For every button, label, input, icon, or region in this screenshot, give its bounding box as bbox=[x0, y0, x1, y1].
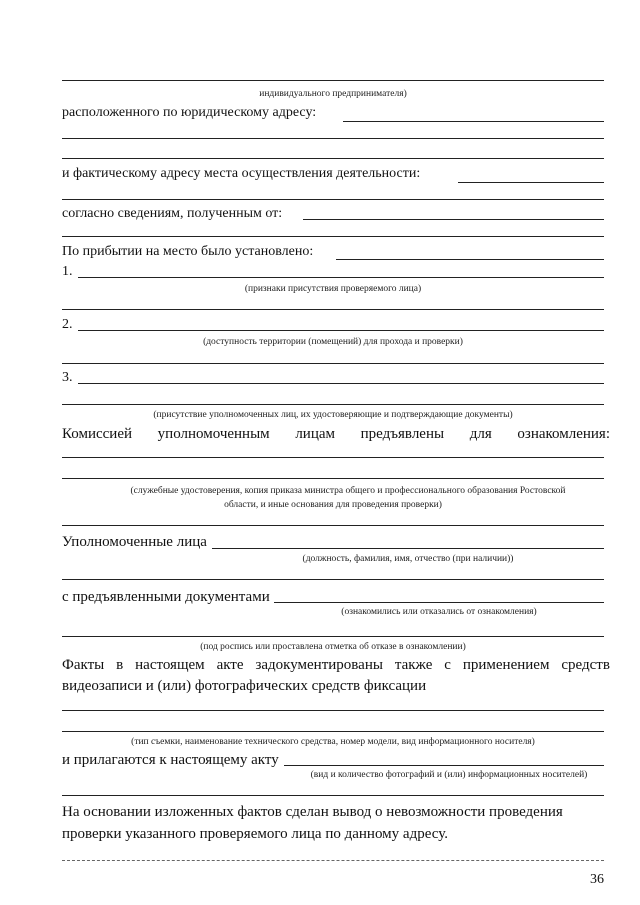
caption-item-2: (доступность территории (помещений) для прохода и проверки) bbox=[203, 337, 463, 347]
conclusion-line-1: На основании изложенных фактов сделан вывод о невозможности проведения bbox=[62, 804, 563, 820]
commission-word: предъявлены bbox=[360, 426, 445, 442]
info-source-label: согласно сведениям, полученным от: bbox=[62, 206, 283, 221]
attached-field-line2[interactable] bbox=[62, 795, 604, 796]
attached-label: и прилагаются к настоящему акту bbox=[62, 752, 279, 768]
authorized-label: Уполномоченные лица bbox=[62, 534, 207, 550]
actual-address-label: и фактическому адресу места осуществления деятельности: bbox=[62, 166, 421, 181]
documents-field[interactable] bbox=[62, 525, 604, 526]
caption-video: (тип съемки, наименование технического средства, номер модели, вид информационного носителя) bbox=[131, 737, 535, 747]
facts-word: также bbox=[394, 657, 433, 673]
facts-word: применением bbox=[462, 657, 550, 673]
item-3-field-line2[interactable] bbox=[62, 404, 604, 405]
facts-line-2: видеозаписи и (или) фотографических средств фиксации bbox=[62, 678, 427, 694]
conclusion-line-2: проверки указанного проверяемого лица по данному адресу. bbox=[62, 826, 448, 842]
actual-address-field[interactable] bbox=[458, 182, 604, 183]
presented-field-line2[interactable] bbox=[62, 636, 604, 637]
caption-authorized: (должность, фамилия, имя, отчество (при наличии)) bbox=[302, 554, 514, 564]
arrival-field[interactable] bbox=[336, 259, 604, 260]
facts-word: акте bbox=[216, 657, 244, 673]
facts-word: в bbox=[116, 657, 124, 673]
commission-word: лицам bbox=[295, 426, 336, 442]
legal-address-field-line2[interactable] bbox=[62, 138, 604, 139]
item-2-field-line2[interactable] bbox=[62, 363, 604, 364]
facts-word: задокументированы bbox=[255, 657, 383, 673]
facts-word: Факты bbox=[62, 657, 105, 673]
commission-line bbox=[62, 425, 610, 443]
caption-documents-line1: (служебные удостоверения, копия приказа министра общего и профессионального образования Ростовской bbox=[130, 486, 566, 496]
authorized-field-line2[interactable] bbox=[62, 579, 604, 580]
authorized-field[interactable] bbox=[212, 548, 604, 549]
item-3-field[interactable] bbox=[78, 383, 604, 384]
facts-word: с bbox=[444, 657, 451, 673]
legal-address-field-line3[interactable] bbox=[62, 158, 604, 159]
footer-divider bbox=[62, 860, 604, 861]
item-1-field-line2[interactable] bbox=[62, 309, 604, 310]
caption-attached: (вид и количество фотографий и (или) информационных носителей) bbox=[310, 770, 588, 780]
page-number: 36 bbox=[590, 872, 604, 887]
item-2-field[interactable] bbox=[78, 330, 604, 331]
facts-word: средств bbox=[561, 657, 610, 673]
caption-entrepreneur: индивидуального предпринимателя) bbox=[259, 89, 407, 99]
form-line[interactable] bbox=[62, 80, 604, 81]
commission-field-line2[interactable] bbox=[62, 478, 604, 479]
attached-field[interactable] bbox=[284, 765, 604, 766]
legal-address-field[interactable] bbox=[343, 121, 604, 122]
commission-word: ознакомления: bbox=[517, 426, 610, 442]
caption-documents-line2: области, и иные основания для проведения проверки) bbox=[224, 500, 442, 510]
arrival-label: По прибытии на место было установлено: bbox=[62, 244, 314, 259]
commission-field[interactable] bbox=[62, 457, 604, 458]
facts-line-1 bbox=[62, 656, 610, 674]
legal-address-label: расположенного по юридическому адресу: bbox=[62, 105, 317, 120]
presented-label: с предъявленными документами bbox=[62, 589, 270, 605]
commission-word: уполномоченным bbox=[157, 426, 270, 442]
video-field-line2[interactable] bbox=[62, 731, 604, 732]
item-1-field[interactable] bbox=[78, 277, 604, 278]
caption-signature: (под роспись или проставлена отметка об отказе в ознакомлении) bbox=[200, 642, 466, 652]
item-2-number: 2. bbox=[62, 317, 73, 332]
caption-item-3: (присутствие уполномоченных лиц, их удостоверяющие и подтверждающие документы) bbox=[153, 410, 513, 420]
caption-presented: (ознакомились или отказались от ознакомления) bbox=[341, 607, 537, 617]
caption-item-1: (признаки присутствия проверяемого лица) bbox=[244, 284, 422, 294]
info-source-field[interactable] bbox=[303, 219, 604, 220]
actual-address-field-line2[interactable] bbox=[62, 199, 604, 200]
info-source-field-line2[interactable] bbox=[62, 236, 604, 237]
facts-word: настоящем bbox=[135, 657, 205, 673]
commission-word: для bbox=[469, 426, 492, 442]
presented-field[interactable] bbox=[274, 602, 604, 603]
item-1-number: 1. bbox=[62, 264, 73, 279]
commission-word: Комиссией bbox=[62, 426, 133, 442]
video-field[interactable] bbox=[62, 710, 604, 711]
item-3-number: 3. bbox=[62, 370, 73, 385]
